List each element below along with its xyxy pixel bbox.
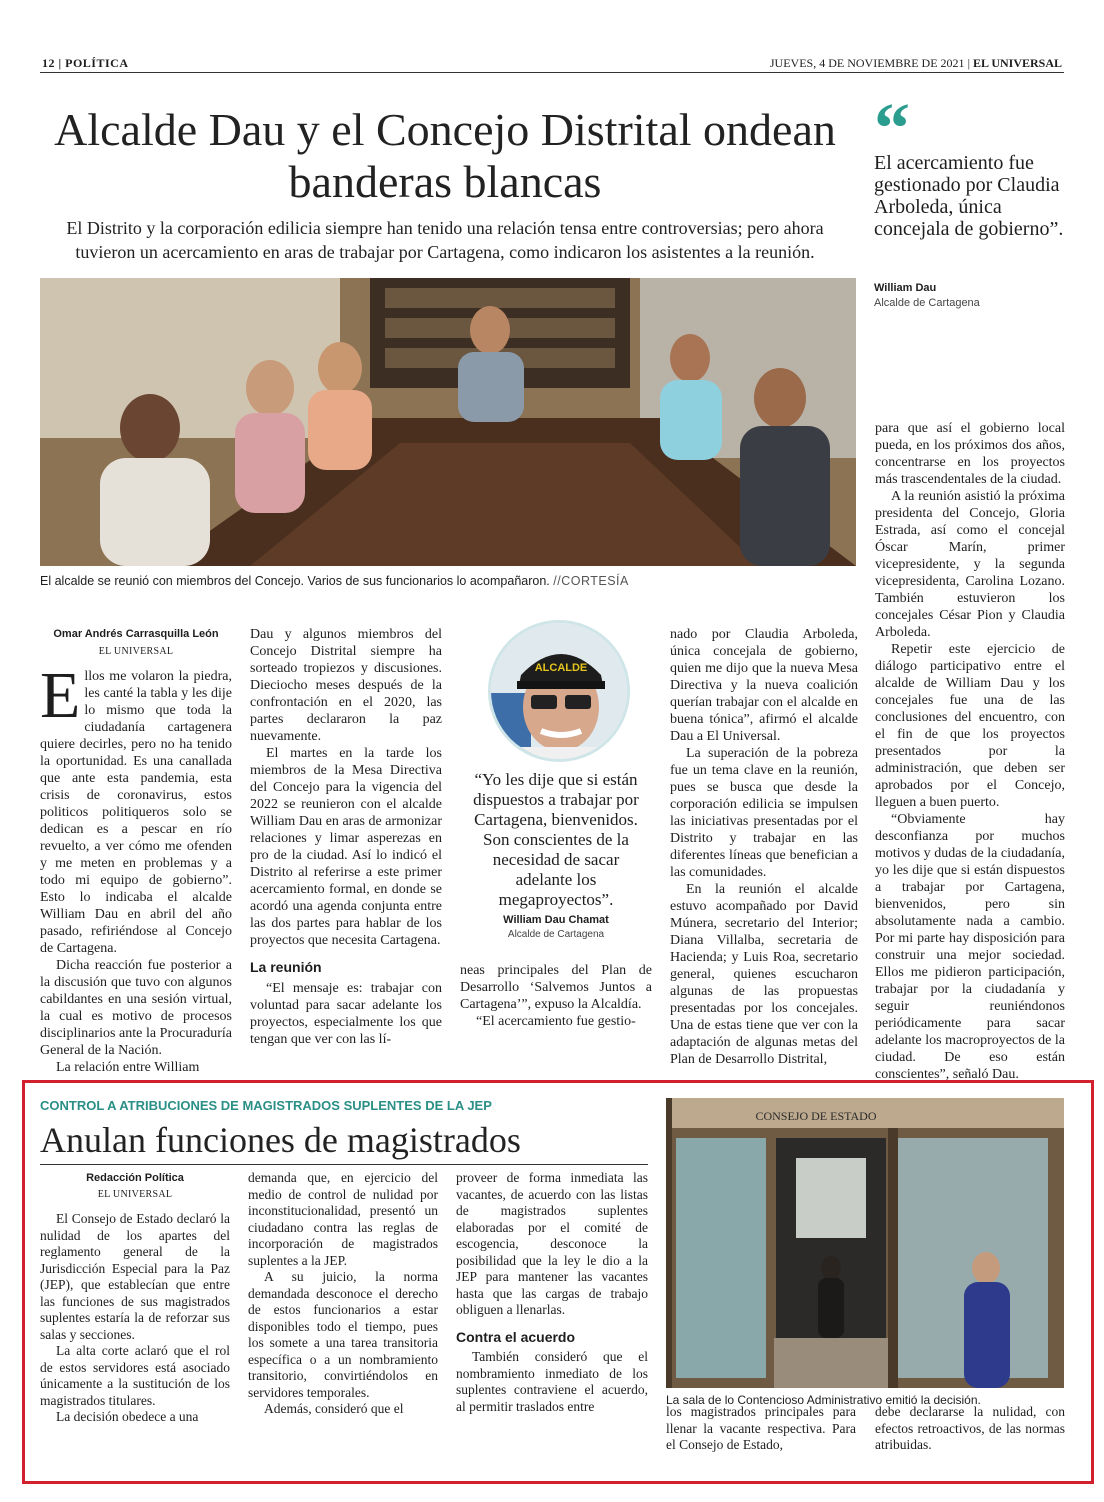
article-column-2: [250, 626, 442, 1048]
article-column-5: [875, 420, 1065, 1083]
article-paragraph: A la reunión asistió la próxima presidenta del Concejo, Gloria Estrada, así como el concejal Óscar Marín, primer vicepresidente, y la segunda vicepresidenta, Carolina Lozano. También estuvieron los concejales César Pion y Claudia Arboleda.: [875, 489, 1065, 640]
article-paragraph: para que así el gobierno local pueda, en los próximos dos años, concentrarse en los proyectos más trascendentales de la ciudad.: [875, 421, 1065, 487]
story-column-3: [456, 1170, 648, 1415]
issue-date-line: [770, 56, 1062, 71]
article-paragraph: debe declararse la nulidad, con efectos retroactivos, de las normas atribuidas.: [875, 1404, 1065, 1452]
article-column-4: [670, 626, 858, 1068]
article-paragraph: También consideró que el nombramiento inmediato de los suplentes contraviene el acuerdo, al permitir traslados entre: [456, 1349, 648, 1414]
article-paragraph: “El mensaje es: trabajar con voluntad para sacar adelante los proyectos, especialmente los que tengan que ver con las lí-: [250, 981, 442, 1047]
photo-credit: //CORTESÍA: [553, 574, 629, 588]
article-paragraph: Dicha reacción fue posterior a la discusión que tuvo con algunos cabildantes en una sesión virtual, la cual es motivo de procesos disciplinarios ante la Procuraduría General de la Nación.: [40, 958, 232, 1058]
pull-quote-text: El acercamiento fue gestionado por Claudia Arboleda, única concejala de gobierno”.: [874, 152, 1064, 240]
story-column-5: [875, 1404, 1065, 1454]
story-column-4: [666, 1404, 856, 1454]
article-paragraph: “El acercamiento fue gestio-: [476, 1014, 636, 1029]
quote-mark-icon: “: [874, 88, 910, 168]
header-rule: [40, 72, 1064, 73]
byline-org: EL UNIVERSAL: [97, 1188, 173, 1200]
article-column-3: [460, 962, 652, 1030]
byline-name: Redacción Política: [86, 1172, 184, 1184]
meeting-photo: [40, 278, 856, 566]
article-paragraph: Además, consideró que el: [264, 1401, 404, 1416]
inset-quote-text: “Yo les dije que si están dispuestos a trabajar por Cartagena, bienvenidos. Son conscientes de la necesidad de sacar adelante los megaproyectos”.: [473, 770, 639, 909]
portrait-photo: [488, 620, 630, 762]
court-photo-caption: La sala de lo Contencioso Administrativo emitió la decisión.: [666, 1393, 981, 1407]
article-paragraph: [40, 659, 232, 957]
byline-name: Omar Andrés Carrasquilla León: [53, 628, 219, 640]
article-paragraph: proveer de forma inmediata las vacantes, de acuerdo con las listas de magistrados suplentes elaboradas por el comité de escogencia, desconoce la posibilidad que la ley le dio a la JEP para mantener las vacantes hasta que las cargas de trabajo obliguen a llenarlas.: [456, 1170, 648, 1317]
article-paragraph: demanda que, en ejercicio del medio de control de nulidad por inconstitucionalidad, presentó un ciudadano contra las reglas de incorporación de magistrados suplentes a la JEP.: [248, 1170, 438, 1268]
photo-caption: [40, 574, 856, 588]
headline-rule: [40, 1164, 648, 1165]
article-paragraph: El martes en la tarde los miembros de la Mesa Directiva del Concejo para la vigencia del 2022 se reunieron con el alcalde William Dau en aras de armonizar relaciones y limar asperezas en pro de la ciudad. Así lo indicó el Distrito al referirse a este primer acercamiento formal, en donde se acordó una agenda conjunta entre las dos partes para hablar de los proyectos que necesita Cartagena.: [250, 746, 442, 948]
article-paragraph: Repetir este ejercicio de diálogo participativo entre el alcalde de William Dau y los concejales fue una de las conclusiones del encuentro, con el fin de que los proyectos presentados por la administración, que deben ser aprobados por el Concejo, lleguen a buen puerto.: [875, 642, 1065, 810]
article-paragraph: A su juicio, la norma demandada desconoce el derecho de estos funcionarios a estar disponibles todo el tiempo, pues los somete a una tarea transitoria específica o a un nombramiento transitorio, convirtiéndolos en servidores temporales.: [248, 1269, 438, 1400]
photo-caption-text: El alcalde se reunió con miembros del Concejo. Varios de sus funcionarios lo acompañaron.: [40, 574, 554, 588]
subhead-reunion: La reunión: [250, 959, 322, 975]
article-paragraph: En la reunión el alcalde estuvo acompañado por David Múnera, secretario del Interior; Diana Villalba, secretaria de Hacienda; y Luis Roa, secretario general, quienes escucharon algunas de las propuestas presentadas por los concejales. Una de estas tiene que ver con la adaptación de algunas metas del Plan de Desarrollo Distrital,: [670, 882, 858, 1067]
paragraph-text: llos me volaron la piedra, les canté la tabla y les dije lo mismo que toda la ciudadanía cartagenera quiere decirles, pero no ha tenido la oportunidad. Es una canallada que ante esta pandemia, esta crisis de coronavirus, estos politicos politiqueros solo se dedican es a pescar en río revuelto, a ver cómo me ofenden y me meten en problemas y a todo mi equipo de gobierno”. Esto lo indicaba el alcalde William Dau en abril del año pasado, refiriéndose al Concejo de Cartagena.: [40, 669, 232, 956]
inset-quote-author: William Dau Chamat: [503, 914, 609, 926]
story-headline: Anulan funciones de magistrados: [40, 1120, 521, 1160]
cap-text: ALCALDE: [534, 662, 588, 674]
article-paragraph: La decisión obedece a una: [56, 1409, 199, 1424]
story-column-1: [40, 1170, 230, 1426]
article-paragraph: La relación entre William: [56, 1060, 200, 1075]
subhead-contra-acuerdo: Contra el acuerdo: [456, 1328, 576, 1345]
story-column-2: [248, 1170, 438, 1418]
article-paragraph: los magistrados principales para llenar la vacante respectiva. Para el Consejo de Estado,: [666, 1404, 856, 1452]
photo-sign-text: CONSEJO DE ESTADO: [755, 1109, 877, 1123]
court-building-photo: [666, 1098, 1064, 1388]
pull-quote-role: Alcalde de Cartagena: [874, 297, 980, 309]
article-paragraph: “Obviamente hay desconfianza por muchos motivos y dudas de la ciudadanía, yo les dije que si están dispuestos a trabajar por Cartagena, bienvenidos, pero sin absolutamente nada a cambio. Por mi parte hay disposición para construir una mejor sociedad. Ellos me pidieron participación, trabajar por la ciudadanía y seguir reuniéndonos periódicamente para sacar adelante los macroproyectos de la ciudad. De eso están conscientes”, señaló Dau.: [875, 812, 1065, 1082]
header-separator: |: [964, 56, 973, 70]
article-paragraph: El Consejo de Estado declaró la nulidad de los apartes del reglamento general de la Jurisdicción Especial para la Paz (JEP), que establecían que entre las funciones de sus magistrados suplentes estaría la de reforzar sus salas y secciones.: [40, 1211, 230, 1342]
article-paragraph: neas principales del Plan de Desarrollo ‘Salvemos Juntos a Cartagena’”, expuso la Alcaldía.: [460, 963, 652, 1012]
inset-quote-role: Alcalde de Cartagena: [507, 929, 605, 940]
pull-quote-author: William Dau: [874, 282, 937, 294]
article-paragraph: La alta corte aclaró que el rol de estos servidores está asociado únicamente a la sustitución de los magistrados titulares.: [40, 1343, 230, 1408]
article-column-1: [40, 626, 232, 1076]
newspaper-name: EL UNIVERSAL: [972, 56, 1062, 70]
article-paragraph: nado por Claudia Arboleda, única concejala de gobierno, quien me dijo que la nueva Mesa Directiva y la nueva coalición querían trabajar con el alcalde en buena tónica”, afirmó el alcalde Dau a El Universal.: [670, 627, 858, 744]
main-deck: El Distrito y la corporación edilicia siempre han tenido una relación tensa entre controversias; pero ahora tuvieron un acercamiento en aras de trabajar por Cartagena, como indicaron los asistentes a la reunión.: [66, 218, 824, 262]
article-paragraph: La superación de la pobreza fue un tema clave en la reunión, pues se busca que desde la corporación edilicia se impulsen las iniciativas presentadas por el Distrito y trabajar en las diferentes líneas que benefician a las comunidades.: [670, 746, 858, 880]
section-label: 12 | POLÍTICA: [42, 56, 129, 70]
issue-date: JUEVES, 4 DE NOVIEMBRE DE 2021: [769, 56, 965, 70]
main-headline: Alcalde Dau y el Concejo Distrital ondean banderas blancas: [54, 104, 836, 207]
article-paragraph: Dau y algunos miembros del Concejo Distrital siempre ha sorteado tropiezos y discusiones. Dieciocho meses después de la confrontación en el 2020, las partes declararon la paz nuevamente.: [250, 627, 442, 744]
byline-org: EL UNIVERSAL: [98, 646, 174, 657]
drop-cap: E: [40, 659, 81, 732]
story-kicker: CONTROL A ATRIBUCIONES DE MAGISTRADOS SUPLENTES DE LA JEP: [40, 1098, 492, 1113]
